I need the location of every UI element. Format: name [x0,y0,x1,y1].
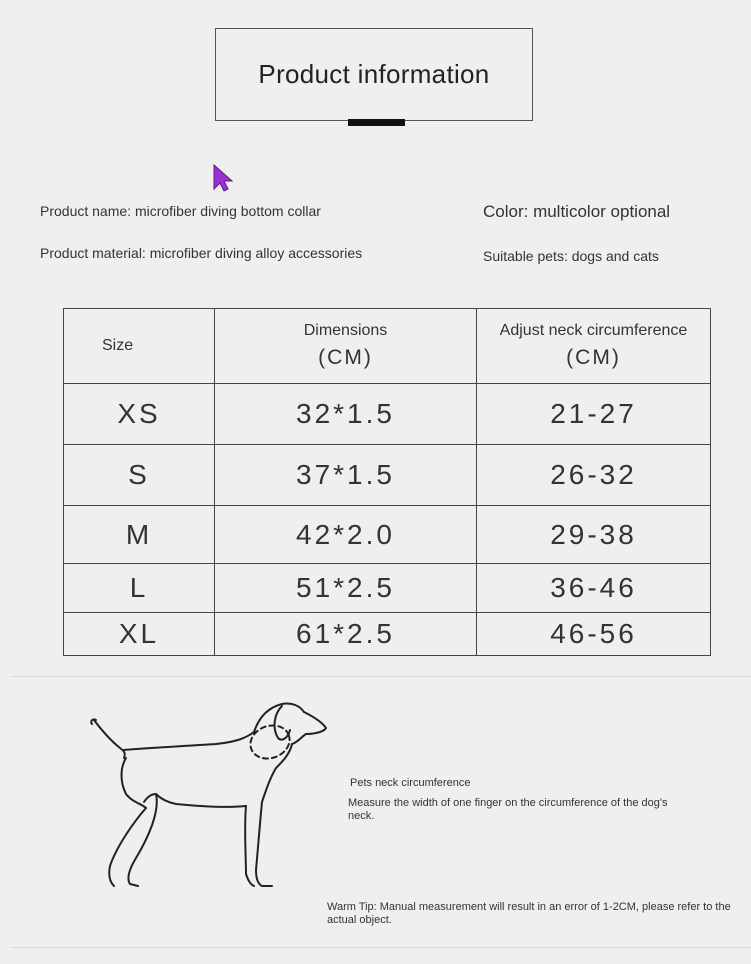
product-color: Color: multicolor optional [483,202,671,221]
header-dimensions-label: Dimensions [303,322,388,339]
header-neck-label: Adjust neck circumference [499,322,688,339]
cell-dimensions: 32*1.5 [215,384,477,445]
title-underline [348,119,405,126]
warm-tip: Warm Tip: Manual measurement will result in an error of 1-2CM, please refer to the actual object. [327,901,731,926]
measure-instruction: Measure the width of one finger on the circumference of the dog's neck. [348,797,668,822]
table-row [64,445,711,506]
cell-size: XS [64,384,215,445]
dog-outline-icon [86,698,336,893]
cell-neck: 26-32 [477,445,711,506]
cell-neck: 36-46 [477,564,711,613]
size-table [63,308,711,656]
header-size: Size [64,309,215,384]
cell-dimensions: 61*2.5 [215,613,477,656]
bottom-divider [10,947,751,948]
cell-neck: 46-56 [477,613,711,656]
cell-dimensions: 37*1.5 [215,445,477,506]
header-dimensions-unit: (CM) [318,346,373,369]
table-header-row [64,309,711,384]
product-material: Product material: microfiber diving alloy accessories [40,245,363,261]
table-row [64,564,711,613]
suitable-pets: Suitable pets: dogs and cats [483,248,659,264]
neck-circumference-label: Pets neck circumference [350,777,471,789]
table-row [64,613,711,656]
cell-neck: 29-38 [477,506,711,564]
section-divider [10,676,751,677]
cell-dimensions: 51*2.5 [215,564,477,613]
header-neck-unit: (CM) [566,346,621,369]
cell-size: L [64,564,215,613]
mouse-cursor-icon [212,163,236,193]
product-name: Product name: microfiber diving bottom collar [40,203,321,219]
header-neck [477,309,711,384]
cell-size: M [64,506,215,564]
cell-size: XL [64,613,215,656]
header-dimensions [215,309,477,384]
cell-size: S [64,445,215,506]
title-box [215,28,533,121]
cell-dimensions: 42*2.0 [215,506,477,564]
table-row [64,384,711,445]
table-row [64,506,711,564]
page-title: Product information [258,59,490,89]
cell-neck: 21-27 [477,384,711,445]
